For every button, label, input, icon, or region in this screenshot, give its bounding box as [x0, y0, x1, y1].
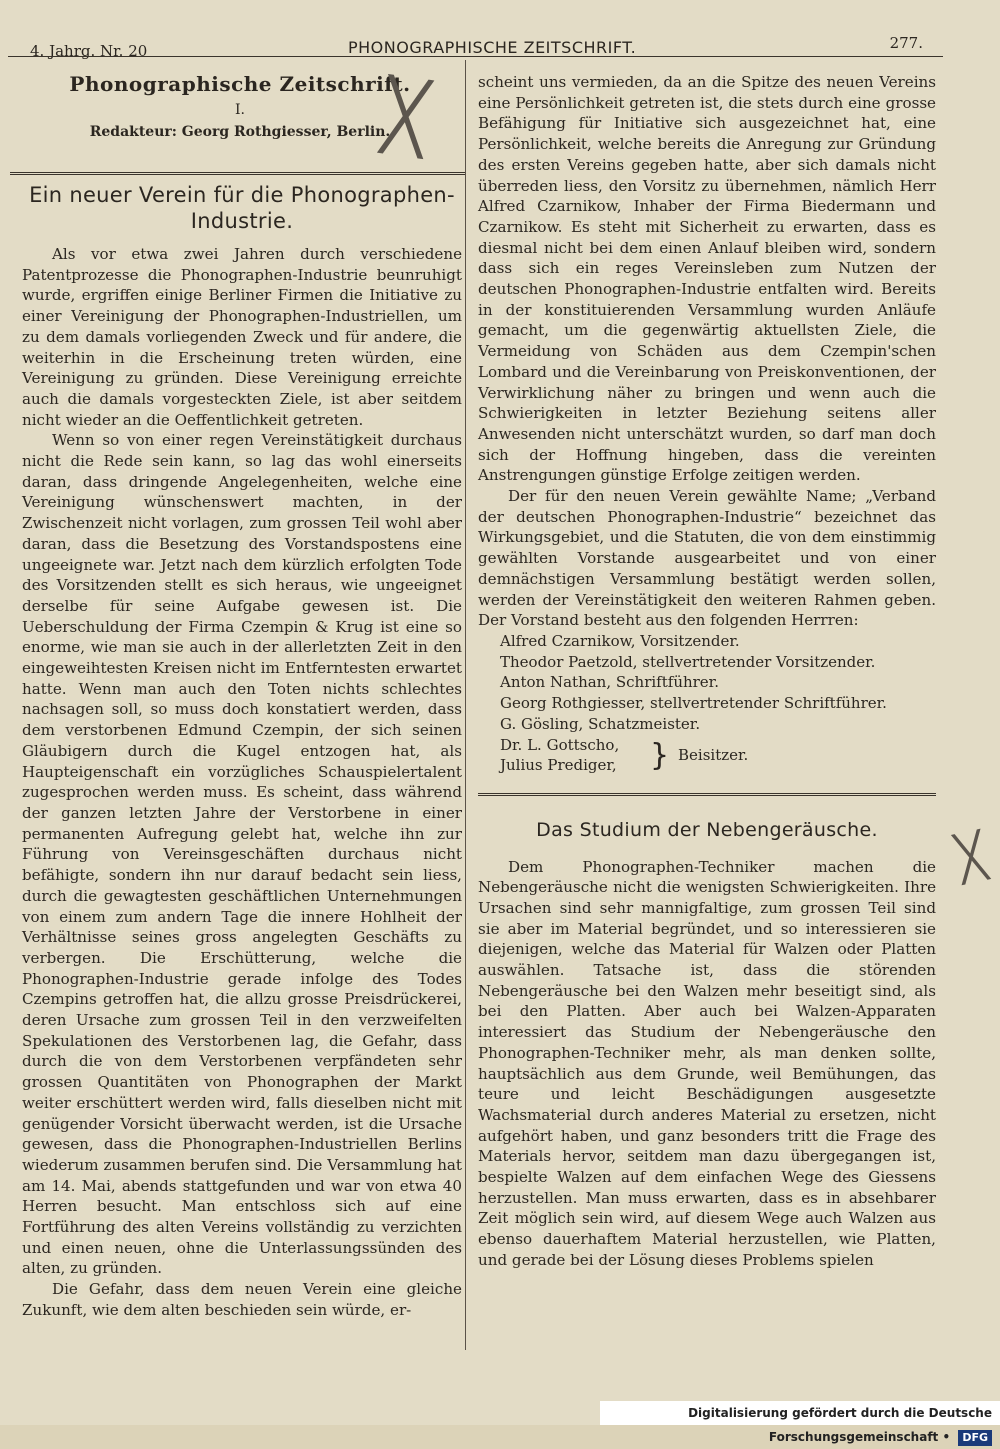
assessor-name: Dr. L. Gottscho, [500, 735, 620, 754]
assessor-group [500, 735, 936, 777]
article-paragraph: Wenn so von einer regen Vereinstätigkeit durchaus nicht die Rede sein kann, so lag das wohl einerseits daran, dass dringende Angelegenheiten, welche eine Vereinigung wünschenswert machten, in der Zwischenzeit nicht vorlagen, zum grossen Teil wohl aber daran, dass die Besetzung des Vorstandspostens eine ungeeignete war. Jetzt nach dem kürzlich erfolgten Tode des Vorsitzenden stellt es sich heraus, wie ungeeignet derselbe für seine Aufgabe gewesen ist. Die Ueberschuldung der Firma Czempin & Krug ist eine so enorme, wie man sie auch in der allerletzten Zeit in den eingeweihtesten Kreisen nicht im Entferntesten erwartet hatte. Wenn man auch den Toten nichts schlechtes nachsagen soll, so muss doch konstatiert werden, dass dem verstorbenen Edmund Czempin, der sich seinen Gläubigern durch die Kugel entzogen hat, als Haupteigenschaft ein vorzügliches Schauspielertalent zugesprochen werden muss. Es scheint, dass während der ganzen letzten Jahre der Verstorbene in einer permanenten Aufregung gelebt hat, welche ihn zur Führung von Vereinsgeschäften durchaus nicht befähigte, sondern ihn nur darauf bedacht sein liess, durch die gewagtesten geschäftlichen Unternehmungen von einem zum andern Tage die innere Hohlheit der Verhältnisse seines gross angelegten Geschäfts zu verbergen. Die Erschütterung, welche die Phonographen-Industrie gerade infolge des Todes Czempins getroffen hat, die allzu grosse Preisdrückerei, deren Ursache zum grossen Teil in den verzweifelten Spekulationen des Verstorbenen lag, die Gefahr, dass durch die von dem Verstorbenen verpfändeten sehr grossen Quantitäten von Phonographen der Markt weiter erschüttert werden wird, falls dieselben nicht mit genügender Vorsicht überwacht werden, ist die Ursache gewesen, dass die Phonographen-Industriellen Berlins wiederum zusammen berufen sind. Die Versammlung hat am 14. Mai, abends stattgefunden und war von etwa 40 Herren besucht. Man entschloss sich auf eine Fortführung des alten Vereins vollständig zu verzichten und einen neuen, ohne die Unterlassungssünden des alten, zu gründen. [22, 431, 462, 1278]
article-paragraph: scheint uns vermieden, da an die Spitze des neuen Vereins eine Persönlichkeit getreten ist, die stets durch eine grosse Befähigung für Initiative sich ausgezeichnet hat, eine Persönlichkeit, welche bereits die Anregung zur Gründung des ersten Vereins gegeben hatte, aber sich damals nicht überreden liess, den Vorsitz zu übernehmen, nämlich Herr Alfred Czarnikow, Inhaber der Firma Biedermann und Czarnikow. Es steht mit Sicherheit zu erwarten, dass es diesmal nicht bei dem einen Anlauf bleiben wird, sondern dass sich ein reges Vereinsleben zum Nutzen der deutschen Phonographen-Industrie entfalten wird. Bereits in der konstituierenden Versammlung wurden Anläufe gemacht, um die gegenwärtig aktuellsten Ziele, die Vermeidung von Schäden aus dem Czempin'schen Lombard und die Vereinbarung von Preiskonventionen, der Verwirklichung näher zu bringen und wenn auch die Schwierigkeiten in letzter Beziehung seitens aller Anwesenden nicht unterschätzt wurden, so darf man doch sich der Hoffnung hingeben, dass die vereinten Anstrengungen günstige Erfolge zeitigen werden. [478, 73, 936, 485]
header-rule [8, 56, 943, 57]
board-member: Theodor Paetzold, stellvertretender Vorsitzender. [500, 652, 876, 671]
article2-title: Das Studium der Nebengeräusche. [536, 818, 878, 841]
masthead-editor: Redakteur: Georg Rothgiesser, Berlin. [89, 124, 391, 140]
brace-icon: } [650, 737, 670, 773]
board-member: Alfred Czarnikow, Vorsitzender. [500, 631, 740, 650]
pencil-mark-icon: ╳ [379, 75, 432, 160]
board-list [478, 631, 936, 777]
article-title [22, 182, 462, 234]
board-member: Anton Nathan, Schriftführer. [500, 673, 719, 692]
section-rule [478, 793, 936, 799]
masthead-title: Phonographische Zeitschrift. [69, 72, 411, 96]
masthead-rule [10, 172, 465, 178]
journal-name: PHONOGRAPHISCHE ZEITSCHRIFT. [348, 38, 637, 57]
article-title-line2: Industrie. [190, 209, 294, 233]
article-paragraph: Die Gefahr, dass dem neuen Verein eine gleiche Zukunft, wie dem alten beschieden sein würde, er- [22, 1280, 462, 1319]
dfg-logo: DFG [958, 1430, 992, 1446]
assessor-name: Julius Prediger, [500, 755, 617, 774]
board-member: G. Gösling, Schatzmeister. [500, 714, 701, 733]
article2-body [478, 857, 936, 1271]
assessor-role: Beisitzer. [678, 745, 749, 764]
masthead-numeral: I. [235, 102, 245, 118]
running-head [18, 28, 923, 58]
article-title-line1: Ein neuer Verein für die Phonographen- [29, 183, 455, 207]
page-number: 277. [889, 34, 923, 52]
left-column [22, 182, 462, 1321]
article-paragraph: Der für den neuen Verein gewählte Name; „Verband der deutschen Phonographen-Industrie“ bezeichnet das Wirkungsgebiet, und die Statuten, die von dem einstimmig gewählten Vorstande ausgearbeitet und von einer demnächstigen Versammlung bestätigt werden sollen, werden der Vereinstätigkeit den weiteren Rahmen geben. Der Vorstand besteht aus den folgenden Herrren: [478, 487, 936, 630]
article-paragraph: Als vor etwa zwei Jahren durch verschiedene Patentprozesse die Phonographen-Industrie beunruhigt wurde, ergriffen einige Berliner Firmen die Initiative zu einer Vereinigung der Phonographen-Industriellen, um zu dem damals vorliegenden Zweck und für andere, die weiterhin in die Erscheinung treten würden, eine Vereinigung zu gründen. Diese Vereinigung erreichte auch die damals vorgesteckten Ziele, ist aber seitdem nicht wieder an die Oeffentlichkeit getreten. [22, 245, 462, 429]
board-member: Georg Rothgiesser, stellvertretender Schriftführer. [500, 694, 887, 713]
pencil-mark-icon: ╳ [952, 829, 990, 886]
right-column [478, 72, 936, 1271]
article-body [22, 244, 462, 1321]
article-paragraph: Dem Phonographen-Techniker machen die Nebengeräusche nicht die wenigsten Schwierigkeiten. Ihre Ursachen sind sehr mannigfaltige, zum grossen Teil sind sie aber im Material begründet, und so interessieren sie diejenigen, welche das Material für Walzen oder Platten auswählen. Tatsache ist, dass die störenden Nebengeräusche bei den Walzen mehr beseitigt sind, als bei den Platten. Aber auch bei Walzen-Apparaten interessiert das Studium der Nebengeräusche den Phonographen-Techniker mehr, als man denken sollte, hauptsächlich aus dem Grunde, weil Bemühungen, das teure und leicht Beschädigungen ausgesetzte Wachsmaterial durch anderes Material zu ersetzen, nicht aufgehört haben, und ganz besonders tritt die Frage des Materials hervor, seitdem man dazu übergegangen ist, bespielte Walzen auf dem einfachen Wege des Giessens herzustellen. Man muss erwarten, dass es in absehbarer Zeit möglich sein wird, auf diesem Wege auch Walzen aus ebenso dauerhaftem Material herzustellen, wie Platten, und gerade bei der Lösung dieses Problems spielen [478, 857, 936, 1269]
volume-number: 4. Jahrg. Nr. 20 [30, 42, 148, 60]
digitization-footer [600, 1401, 1000, 1444]
footer-text: Digitalisierung gefördert durch die Deutsche Forschungsgemeinschaft • [688, 1406, 992, 1444]
column-divider [465, 60, 466, 1350]
article-continuation [478, 72, 936, 631]
